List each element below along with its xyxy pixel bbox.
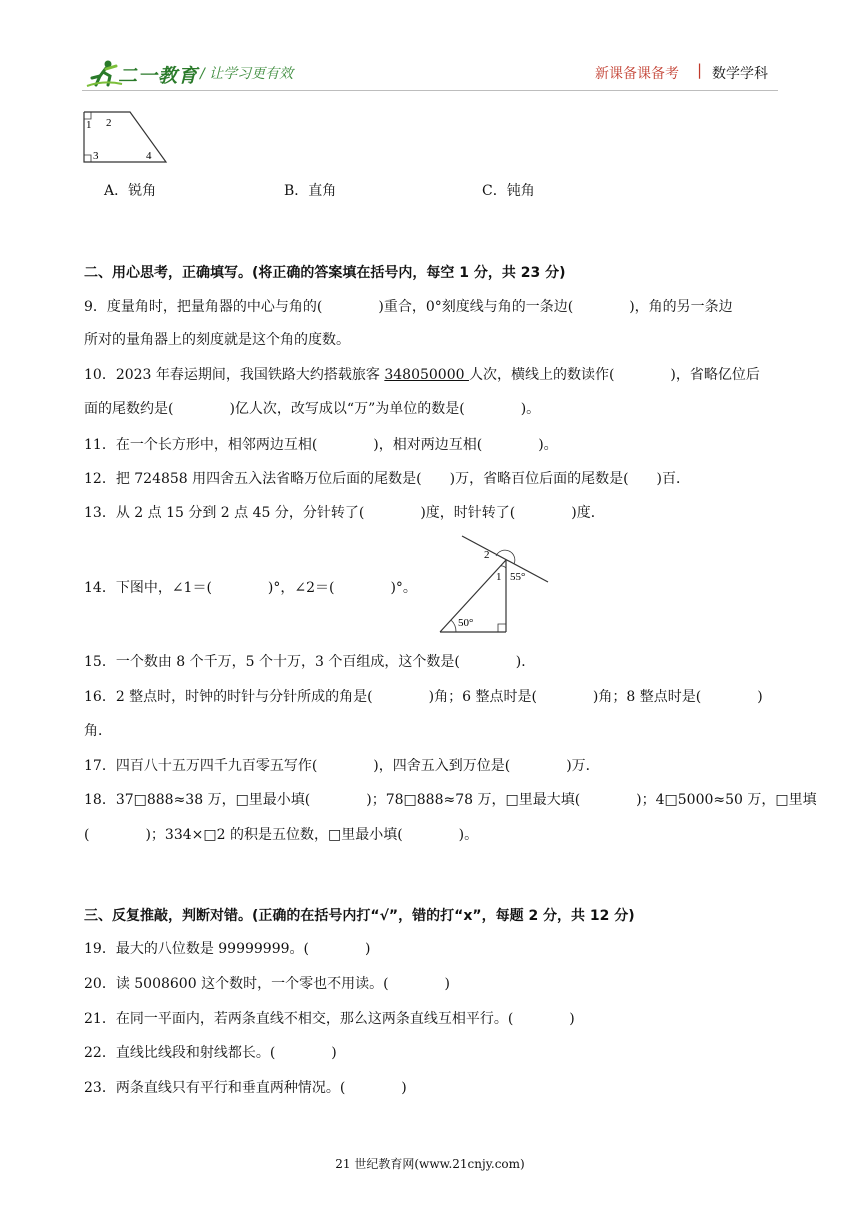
triangle-figure [436,530,552,636]
angle-50-label: 50° [458,617,474,629]
q20: 20．读 5008600 这个数时，一个零也不用读。( ) [84,976,450,992]
angle-label-4: 4 [146,150,152,162]
q19: 19．最大的八位数是 99999999。( ) [84,941,371,957]
q10-post: 人次，横线上的数读作( )，省略亿位后 [468,367,760,383]
q12: 12．把 724858 用四舍五入法省略万位后面的尾数是( )万，省略百位后面的尾数是( )百． [84,471,691,487]
q13: 13．从 2 点 15 分到 2 点 45 分，分针转了( )度，时针转了( )度． [84,505,605,521]
q18-line2: ( )；334×□2 的积是五位数，□里最小填( )。 [84,827,479,843]
option-c: C．钝角 [482,183,535,199]
q17: 17．四百八十五万四千九百零五写作( )，四舍五入到万位是( )万． [84,758,600,774]
option-a: A．锐角 [104,183,157,199]
q18-line1: 18．37□888≈38 万，□里最小填( )；78□888≈78 万，□里最大填( )；4□5000≈50 万，□里填 [84,792,817,808]
q16-line1: 16．2 整点时，时钟的时针与分针所成的角是( )角；6 整点时是( )角；8 整点时是( ) [84,689,763,705]
section-3-title: 三、反复推敲，判断对错。(正确的在括号内打“√”，错的打“x”，每题 2 分，共 12 分) [84,908,635,924]
header-course-label: 新课备课备考 [595,66,679,82]
angle-1-label: 1 [496,571,502,583]
q21: 21．在同一平面内，若两条直线不相交，那么这两条直线互相平行。( ) [84,1011,575,1027]
q9-line1: 9．度量角时，把量角器的中心与角的( )重合，0°刻度线与角的一条边( )，角的另一条边 [84,299,733,315]
q22: 22．直线比线段和射线都长。( ) [84,1045,337,1061]
angle-55-label: 55° [510,571,526,583]
logo-text: 二一教育 [118,65,199,87]
header-divider [82,90,778,91]
q15: 15．一个数由 8 个千万，5 个十万，3 个百组成，这个数是( )． [84,654,536,670]
header-separator: | [697,61,703,79]
q11: 11．在一个长方形中，相邻两边互相( )，相对两边互相( )。 [84,437,558,453]
header-subject: 数学学科 [712,66,768,82]
q9-line2: 所对的量角器上的刻度就是这个角的度数。 [84,332,350,348]
q23: 23．两条直线只有平行和垂直两种情况。( ) [84,1080,407,1096]
option-b: B．直角 [284,183,337,199]
angle-label-3: 3 [93,150,99,162]
slogan: / 让学习更有效 [200,66,294,82]
section-2-title: 二、用心思考，正确填写。(将正确的答案填在括号内，每空 1 分，共 23 分) [84,265,566,281]
q16-line2: 角． [84,723,112,739]
q10-pre: 10．2023 年春运期间，我国铁路大约搭载旅客 [84,367,385,383]
q10-line1 [84,364,760,384]
angle-label-2: 2 [106,117,112,129]
angle-2-label: 2 [484,549,490,561]
q10-line2: 面的尾数约是( )亿人次，改写成以“万”为单位的数是( )。 [84,401,541,417]
trapezoid-figure [80,108,172,166]
q14: 14．下图中，∠1＝( )°，∠2＝( )°。 [84,580,417,596]
angle-label-1: 1 [86,119,92,131]
footer: 21 世纪教育网(www.21cnjy.com) [335,1157,525,1171]
q10-underlined-number: 348050000 [384,367,469,383]
